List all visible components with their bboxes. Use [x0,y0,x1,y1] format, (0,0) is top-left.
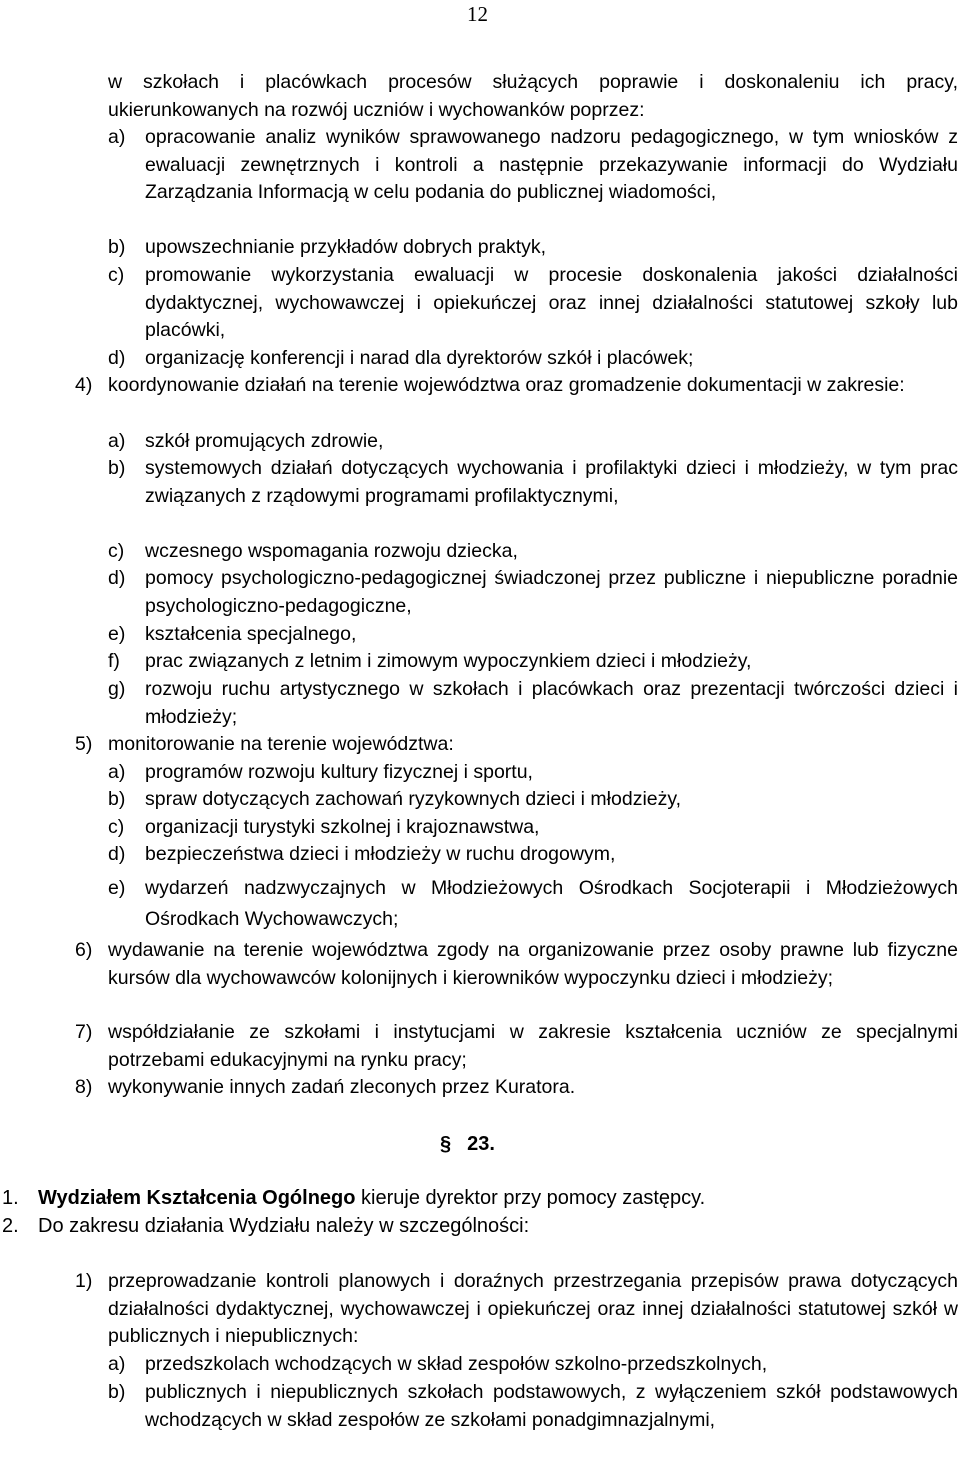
section-symbol: § [440,1133,452,1155]
list-item-text: upowszechnianie przykładów dobrych praktyk, [145,236,547,258]
list-item-text: przeprowadzanie kontroli planowych i doraźnych przestrzegania przepisów prawa dotyczących działalności dydaktycznej, wychowawczej i opiekuńczej oraz innej działalności statutowej szkół w publicznych i niepublicznych: [108,1270,958,1348]
list-marker: 1. [2,1187,19,1209]
list-item-text: programów rozwoju kultury fizycznej i sportu, [145,761,533,783]
list-item-text: koordynowanie działań na terenie województwa oraz gromadzenie dokumentacji w zakresie: [108,374,905,396]
list-marker: b) [108,788,126,810]
list-marker: 7) [75,1021,93,1043]
list-item-text: wykonywanie innych zadań zleconych przez Kuratora. [108,1076,576,1098]
list-marker: a) [108,1353,126,1375]
list-item-text: systemowych działań dotyczących wychowania i profilaktyki dzieci i młodzieży, w tym prac związanych z rządowymi programami profilaktycznymi, [145,457,958,507]
list-marker: 4) [75,374,93,396]
list-marker: a) [108,761,126,783]
list-marker: c) [108,540,125,562]
list-marker: d) [108,347,126,369]
list-item-text: wydawanie na terenie województwa zgody na organizowanie przez osoby prawne lub fizyczne kursów dla wychowawców kolonijnych i kierowników wypoczynku dzieci i młodzieży; [108,939,958,989]
list-item-text: opracowanie analiz wyników sprawowanego nadzoru pedagogicznego, w tym wniosków z ewaluacji zewnętrznych i kontroli a następnie przekazywanie informacji do Wydziału Zarządzania Informacją w celu podania do publicznej wiadomości, [145,126,958,204]
list-marker: g) [108,678,126,700]
list-item-text: organizacji turystyki szkolnej i krajoznawstwa, [145,816,540,838]
section-number: 23. [467,1133,495,1155]
department-name: Wydziałem Kształcenia Ogólnego [38,1187,356,1209]
list-item-text: spraw dotyczących zachowań ryzykownych dzieci i młodzieży, [145,788,682,810]
list-marker: d) [108,567,126,589]
list-item-text: rozwoju ruchu artystycznego w szkołach i placówkach oraz prezentacji twórczości dzieci i młodzieży; [145,678,958,728]
list-marker: f) [108,650,120,672]
list-item-text: publicznych i niepublicznych szkołach podstawowych, z wyłączeniem szkół podstawowych wchodzących w skład zespołów ze szkołami ponadgimnazjalnymi, [145,1381,958,1431]
list-marker: a) [108,430,126,452]
list-item-text: wczesnego wspomagania rozwoju dziecka, [145,540,518,562]
list-marker: d) [108,843,126,865]
list-marker: e) [108,877,126,899]
list-item-text: monitorowanie na terenie województwa: [108,733,454,755]
list-marker: e) [108,623,126,645]
list-item-text: szkół promujących zdrowie, [145,430,384,452]
list-marker: 5) [75,733,93,755]
page-number: 12 [467,2,488,26]
list-item-text: organizację konferencji i narad dla dyrektorów szkół i placówek; [145,347,694,369]
list-marker: c) [108,264,125,286]
paragraph-text [38,1185,958,1213]
list-item-text: pomocy psychologiczno-pedagogicznej świadczonej przez publiczne i niepubliczne poradnie psychologiczno-pedagogiczne, [145,567,958,617]
list-marker: b) [108,236,126,258]
list-marker: 8) [75,1076,93,1098]
paragraph-text: Do zakresu działania Wydziału należy w szczególności: [38,1215,530,1237]
list-marker: 6) [75,939,93,961]
list-marker: 2. [2,1215,19,1237]
list-marker: b) [108,457,126,479]
list-marker: c) [108,816,125,838]
list-item-text: przedszkolach wchodzących w skład zespołów szkolno-przedszkolnych, [145,1353,768,1375]
list-item-text: prac związanych z letnim i zimowym wypoczynkiem dzieci i młodzieży, [145,650,752,672]
list-item-text: promowanie wykorzystania ewaluacji w procesie doskonalenia jakości działalności dydaktycznej, wychowawczej i opiekuńczej oraz innej działalności statutowej szkoły lub placówki, [145,264,958,342]
paragraph-rest: kieruje dyrektor przy pomocy zastępcy. [355,1187,706,1209]
list-item-text: wydarzeń nadzwyczajnych w Młodzieżowych Ośrodkach Socjoterapii i Młodzieżowych Ośrodkach Wychowawczych; [145,877,958,930]
list-item-text: bezpieczeństwa dzieci i młodzieży w ruchu drogowym, [145,843,616,865]
section-heading [440,1130,495,1158]
list-marker: b) [108,1381,126,1403]
list-item-text: współdziałanie ze szkołami i instytucjami w zakresie kształcenia uczniów ze specjalnymi potrzebami edukacyjnymi na rynku pracy; [108,1021,958,1071]
list-item-text: kształcenia specjalnego, [145,623,357,645]
intro-text: w szkołach i placówkach procesów służących poprawie i doskonaleniu ich pracy, ukierunkowanych na rozwój uczniów i wychowanków poprzez: [108,71,958,121]
list-marker: 1) [75,1270,93,1292]
list-marker: a) [108,126,126,148]
